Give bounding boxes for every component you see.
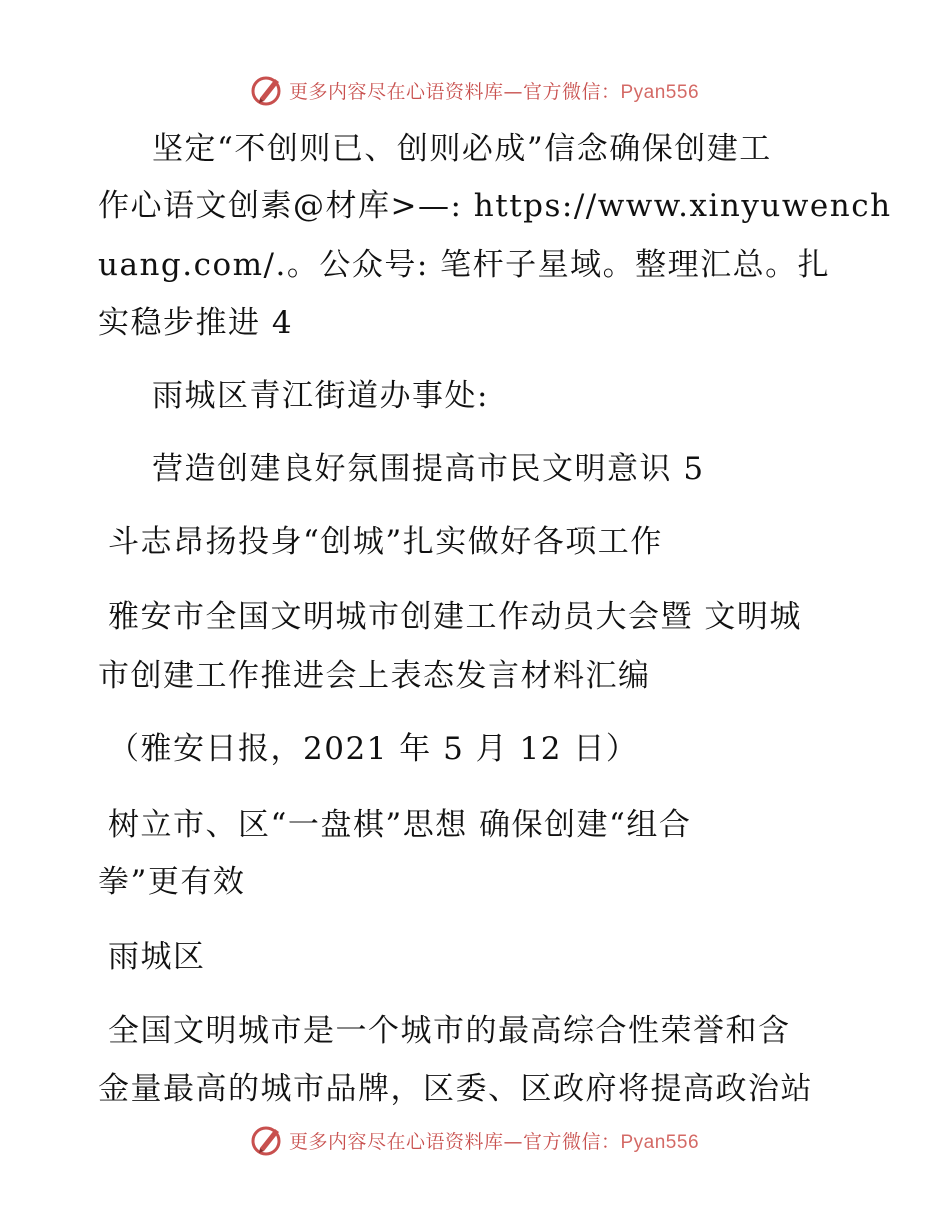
text-line: 拳”更有效 xyxy=(98,864,246,900)
watermark-text: 更多内容尽在心语资料库—官方微信：Pyan556 xyxy=(288,80,700,103)
pen-in-circle-logo-icon xyxy=(251,1123,285,1157)
text-line: 全国文明城市是一个城市的最高综合性荣誉和含 xyxy=(108,1013,791,1049)
text-line: 作心语文创素@材库>—: https://www.xinyuwench xyxy=(98,188,892,224)
text-line: 斗志昂扬投身“创城”扎实做好各项工作 xyxy=(108,524,663,560)
text-line: 雨城区青江街道办事处: xyxy=(152,378,489,414)
text-line: 实稳步推进 4 xyxy=(98,305,294,341)
text-line: 金量最高的城市品牌，区委、区政府将提高政治站 xyxy=(98,1071,813,1107)
text-line: 雅安市全国文明城市创建工作动员大会暨 文明城 xyxy=(108,599,802,635)
text-line: 树立市、区“一盘棋”思想 确保创建“组合 xyxy=(108,807,692,843)
text-line: uang.com/.。公众号: 笔杆子星域。整理汇总。扎 xyxy=(98,247,831,283)
watermark-banner-bottom xyxy=(0,1120,950,1160)
text-line: 坚定“不创则已、创则必成”信念确保创建工 xyxy=(152,131,772,167)
text-line: 营造创建良好氛围提高市民文明意识 5 xyxy=(152,451,705,487)
watermark-text: 更多内容尽在心语资料库—官方微信：Pyan556 xyxy=(288,1130,700,1153)
text-line: 市创建工作推进会上表态发言材料汇编 xyxy=(98,658,651,694)
text-line: 雨城区 xyxy=(108,939,206,975)
text-line: （雅安日报，2021 年 5 月 12 日） xyxy=(108,731,639,767)
